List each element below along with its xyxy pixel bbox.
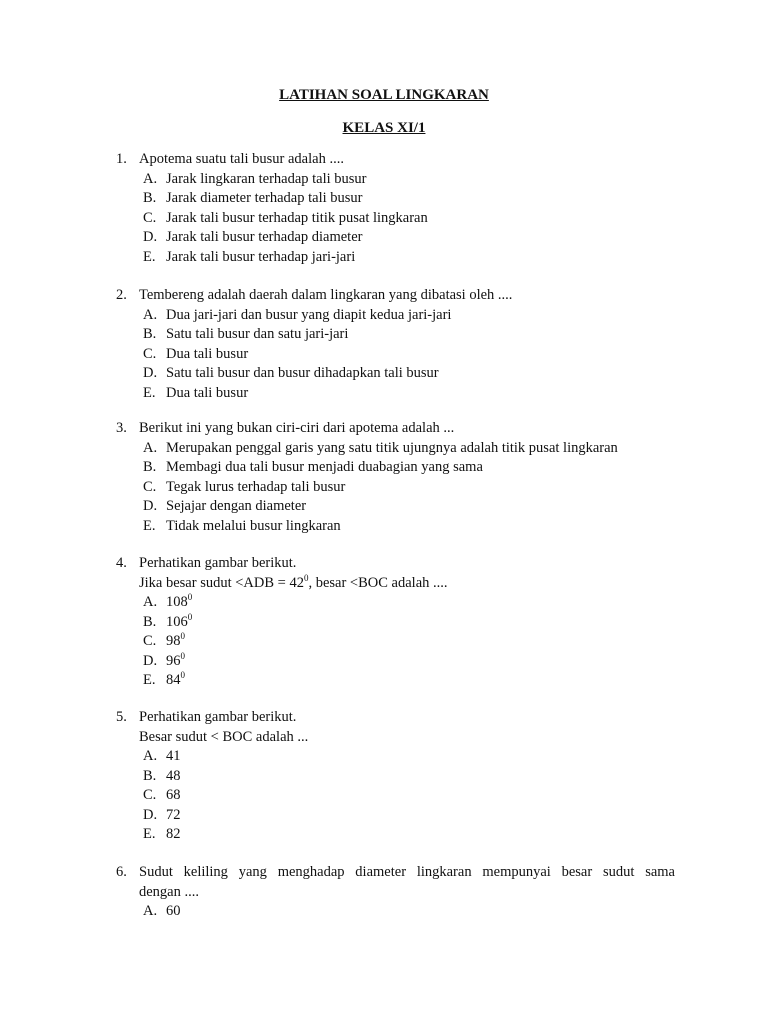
question-number: 3. — [116, 420, 127, 436]
option-d — [116, 497, 676, 517]
option-letter: B. — [143, 767, 157, 784]
option-text: 68 — [166, 787, 181, 803]
question-text: Sudut keliling yang menghadap diameter lingkaran mempunyai besar sudut sama — [139, 864, 675, 880]
option-a — [116, 902, 676, 922]
question-text: Perhatikan gambar berikut. — [139, 709, 297, 725]
option-letter: E. — [143, 517, 156, 534]
option-b — [116, 189, 676, 209]
option-text: Jarak diameter terhadap tali busur — [166, 190, 363, 206]
option-letter: B. — [143, 613, 157, 630]
option-text: Jarak lingkaran terhadap tali busur — [166, 170, 367, 187]
option-letter: A. — [143, 594, 158, 610]
question-number: 4. — [116, 555, 127, 571]
option-text: 41 — [166, 748, 181, 764]
option-letter: C. — [143, 787, 157, 803]
option-text: Tegak lurus terhadap tali busur — [166, 478, 346, 495]
option-text: $106^0$ — [166, 611, 193, 630]
option-letter: A. — [143, 306, 158, 323]
option-text: Sejajar dengan diameter — [166, 498, 307, 514]
option-letter: B. — [143, 326, 157, 342]
option-list — [116, 593, 676, 691]
option-list — [116, 747, 676, 845]
option-a — [116, 747, 676, 767]
option-text: $84^0$ — [166, 670, 185, 688]
question-text-line-2: dengan .... — [139, 883, 199, 900]
option-c — [116, 345, 676, 365]
option-letter: A. — [143, 170, 158, 187]
option-letter: B. — [143, 459, 157, 475]
option-letter: A. — [143, 439, 158, 456]
option-list — [116, 170, 676, 268]
option-b — [116, 613, 676, 633]
option-text: Dua tali busur — [166, 384, 249, 401]
option-d — [116, 364, 676, 384]
question-text: Tembereng adalah daerah dalam lingkaran yang dibatasi oleh .... — [139, 287, 513, 303]
option-letter: A. — [143, 903, 158, 919]
option-text: $108^0$ — [166, 592, 193, 610]
option-text: Membagi dua tali busur menjadi duabagian yang sama — [166, 459, 483, 475]
question-3 — [116, 419, 676, 536]
option-letter: E. — [143, 384, 156, 401]
option-d — [116, 228, 676, 248]
option-letter: E. — [143, 248, 156, 265]
document-title: LATIHAN SOAL LINGKARAN — [279, 87, 489, 103]
option-text: 82 — [166, 826, 181, 842]
option-text: Dua tali busur — [166, 345, 249, 362]
option-c — [116, 478, 676, 498]
question-2 — [116, 286, 676, 403]
option-letter: A. — [143, 748, 158, 764]
option-d — [116, 652, 676, 672]
question-5 — [116, 708, 676, 845]
question-4 — [116, 554, 676, 691]
option-letter: D. — [143, 498, 158, 514]
option-list — [116, 902, 676, 922]
option-e — [116, 517, 676, 537]
option-c — [116, 786, 676, 806]
option-e — [116, 384, 676, 404]
option-e — [116, 671, 676, 691]
option-e — [116, 825, 676, 845]
option-letter: C. — [143, 345, 157, 362]
option-letter: D. — [143, 229, 158, 245]
question-number: 2. — [116, 287, 127, 303]
option-letter: C. — [143, 478, 157, 495]
option-letter: D. — [143, 806, 158, 823]
question-number: 1. — [116, 151, 127, 167]
option-a — [116, 306, 676, 326]
option-b — [116, 458, 676, 478]
question-number: 6. — [116, 864, 127, 880]
option-text: $96^0$ — [166, 650, 185, 669]
option-text: Satu tali busur dan busur dihadapkan tali busur — [166, 365, 439, 381]
option-letter: E. — [143, 672, 156, 688]
question-1 — [116, 150, 676, 267]
question-text: Berikut ini yang bukan ciri-ciri dari apotema adalah ... — [139, 420, 455, 436]
option-text: Dua jari-jari dan busur yang diapit kedua jari-jari — [166, 306, 452, 323]
option-text: $98^0$ — [166, 631, 185, 649]
option-list — [116, 306, 676, 404]
option-a — [116, 170, 676, 190]
option-b — [116, 767, 676, 787]
option-letter: D. — [143, 652, 158, 669]
option-text: Satu tali busur dan satu jari-jari — [166, 326, 349, 342]
option-text: Jarak tali busur terhadap titik pusat lingkaran — [166, 209, 428, 226]
option-a — [116, 439, 676, 459]
document-subtitle: KELAS XI/1 — [342, 120, 426, 136]
option-list — [116, 439, 676, 537]
option-a — [116, 593, 676, 613]
question-number: 5. — [116, 709, 127, 725]
option-text: Jarak tali busur terhadap diameter — [166, 229, 363, 245]
option-c — [116, 632, 676, 652]
question-text: Apotema suatu tali busur adalah .... — [139, 151, 344, 167]
option-c — [116, 209, 676, 229]
option-letter: D. — [143, 365, 158, 381]
option-text: Merupakan penggal garis yang satu titik ujungnya adalah titik pusat lingkaran — [166, 439, 618, 456]
option-text: 72 — [166, 806, 181, 823]
question-text-line-2: Besar sudut < BOC adalah ... — [139, 728, 309, 745]
option-letter: B. — [143, 190, 157, 206]
option-text: Tidak melalui busur lingkaran — [166, 517, 341, 534]
option-letter: C. — [143, 209, 157, 226]
question-text: Perhatikan gambar berikut. — [139, 555, 297, 571]
option-e — [116, 248, 676, 268]
option-letter: E. — [143, 826, 156, 842]
option-letter: C. — [143, 633, 157, 649]
question-6 — [116, 863, 676, 922]
option-text: 48 — [166, 767, 181, 784]
option-text: Jarak tali busur terhadap jari-jari — [166, 248, 356, 265]
option-text: 60 — [166, 903, 181, 919]
option-d — [116, 806, 676, 826]
option-b — [116, 325, 676, 345]
question-text-line-2: Jika besar sudut $<ADB = 42^0$, besar <BOC adalah .... — [139, 572, 448, 591]
